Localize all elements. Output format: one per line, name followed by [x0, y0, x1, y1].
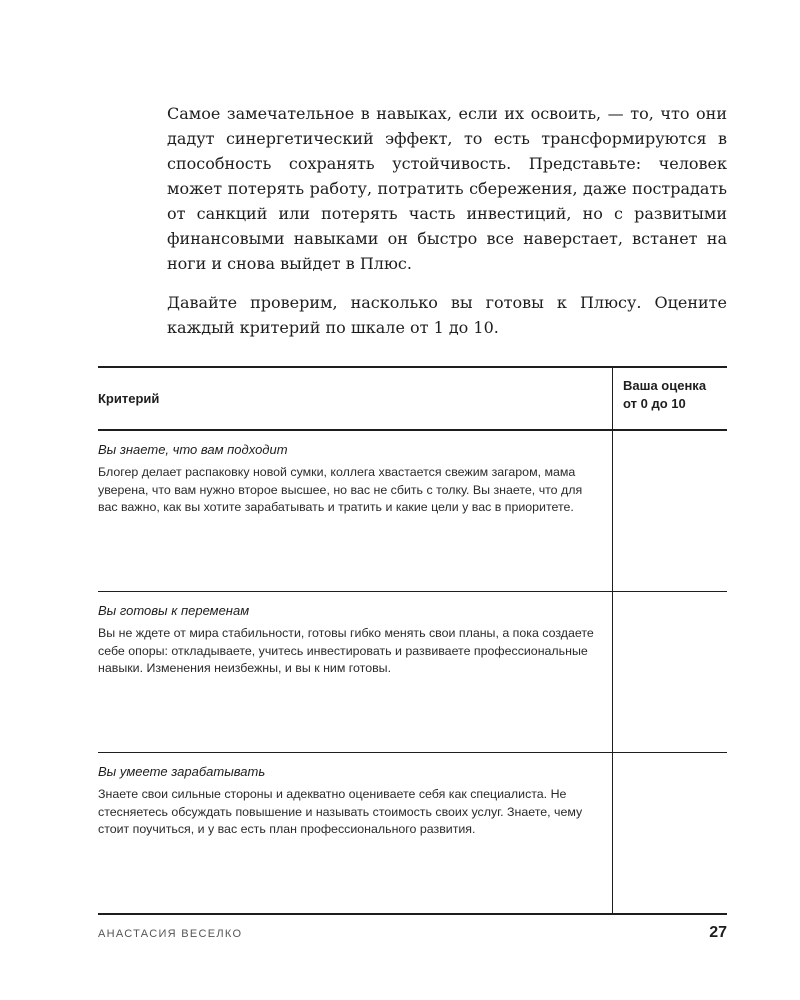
footer-author: АНАСТАСИЯ ВЕСЕЛКО [98, 928, 243, 940]
criterion-cell [98, 430, 613, 592]
table-row [98, 753, 727, 915]
page-number: 27 [709, 924, 727, 941]
criterion-title: Вы знаете, что вам подходит [98, 442, 288, 457]
table-row [98, 430, 727, 592]
criterion-description: Знаете свои сильные стороны и адекватно оцениваете себя как специалиста. Не стесняетесь обсуждать повышение и называть стоимость своих услуг. Знаете, чему стоит поучиться, и у вас есть план профессионального развития. [98, 787, 583, 837]
criterion-description: Блогер делает распаковку новой сумки, коллега хвастается свежим загаром, мама уверена, что вам нужно второе высшее, но вас не сбить с толку. Вы знаете, что для вас важно, как вы хотите зарабатывать и тратить и какие цели у вас в приоритете. [98, 465, 583, 515]
body-paragraph: Самое замечательное в навыках, если их освоить, — то, что они дадут синергетический эффект, то есть трансформируются в способность сохранять устойчивость. Представьте: человек может потерять работу, потратить сбережения, даже пострадать от санкций или потерять часть инвестиций, но с развитыми финансовыми навыками он быстро все наверстает, встанет на ноги и снова выйдет в Плюс. [167, 104, 727, 273]
criterion-title: Вы готовы к переменам [98, 603, 250, 618]
criterion-cell [98, 592, 613, 753]
criterion-cell [98, 753, 613, 915]
criterion-description: Вы не ждете от мира стабильности, готовы гибко менять свои планы, а пока создаете себе опоры: откладываете, учитесь инвестировать и развиваете профессиональные навыки. Изменения неизбежны, и вы к ним готовы. [98, 626, 594, 676]
criterion-title: Вы умеете зарабатывать [98, 764, 266, 779]
criterion-column-header: Критерий [98, 367, 613, 430]
score-cell[interactable] [613, 753, 728, 915]
body-paragraph: Давайте проверим, насколько вы готовы к Плюсу. Оцените каждый критерий по шкале от 1 до 10. [167, 293, 727, 337]
score-cell[interactable] [613, 592, 728, 753]
score-column-header [613, 367, 728, 430]
criteria-table [98, 366, 727, 915]
score-header-line: от 0 до 10 [623, 396, 686, 411]
table-header-row [98, 367, 727, 430]
score-cell[interactable] [613, 430, 728, 592]
score-header-line: Ваша оценка [623, 378, 707, 393]
table-row [98, 592, 727, 753]
